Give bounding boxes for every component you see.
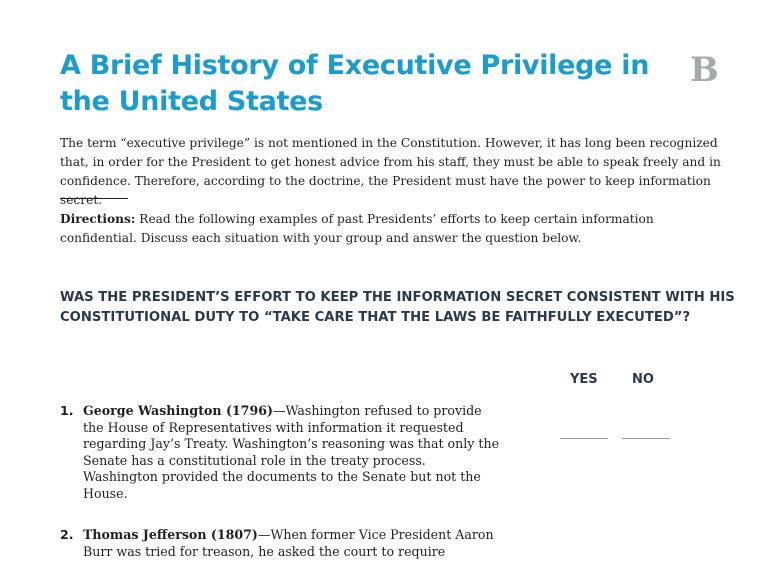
item-name: Thomas Jefferson (1807) <box>83 527 258 542</box>
item-description: —When former Vice President Aaron Burr was tried for treason, he asked the court to require <box>83 527 494 559</box>
yes-answer-blank[interactable] <box>560 438 608 439</box>
item-description: —Washington refused to provide the House of Representatives with information it requested regarding Jay’s Treaty. Washington’s reasoning was that only the Senate has a constitutional role in the treaty process. Washington provided the documents to the Senate but not the House. <box>83 403 500 501</box>
item-text <box>83 403 503 502</box>
guiding-question: WAS THE PRESIDENT’S EFFORT TO KEEP THE INFORMATION SECRET CONSISTENT WITH HIS CONSTITUTIONAL DUTY TO “TAKE CARE THAT THE LAWS BE FAITHFULLY EXECUTED”? <box>60 290 735 325</box>
list-item <box>60 527 500 560</box>
page-title: A Brief History of Executive Privilege in the United States <box>60 50 650 117</box>
intro-paragraph: The term “executive privilege” is not mentioned in the Constitution. However, it has long been recognized that, in order for the President to get honest advice from his staff, they must be able to speak freely and in confidence. Therefore, according to the doctrine, the President must have the power to keep information secret. <box>60 136 721 207</box>
yes-column-header: YES <box>570 372 598 387</box>
list-item <box>60 403 500 502</box>
no-column-header: NO <box>632 372 654 387</box>
item-number: 2. <box>60 527 74 542</box>
item-name: George Washington (1796) <box>83 403 273 418</box>
section-divider <box>60 198 128 199</box>
no-answer-blank[interactable] <box>622 438 670 439</box>
item-text <box>83 527 503 560</box>
directions-label: Directions: <box>60 212 136 226</box>
directions-paragraph <box>60 210 728 248</box>
directions-text: Read the following examples of past Presidents’ efforts to keep certain information confidential. Discuss each situation with your group and answer the question below. <box>60 212 654 245</box>
item-number: 1. <box>60 403 74 418</box>
worksheet-letter-badge: B <box>690 50 719 90</box>
